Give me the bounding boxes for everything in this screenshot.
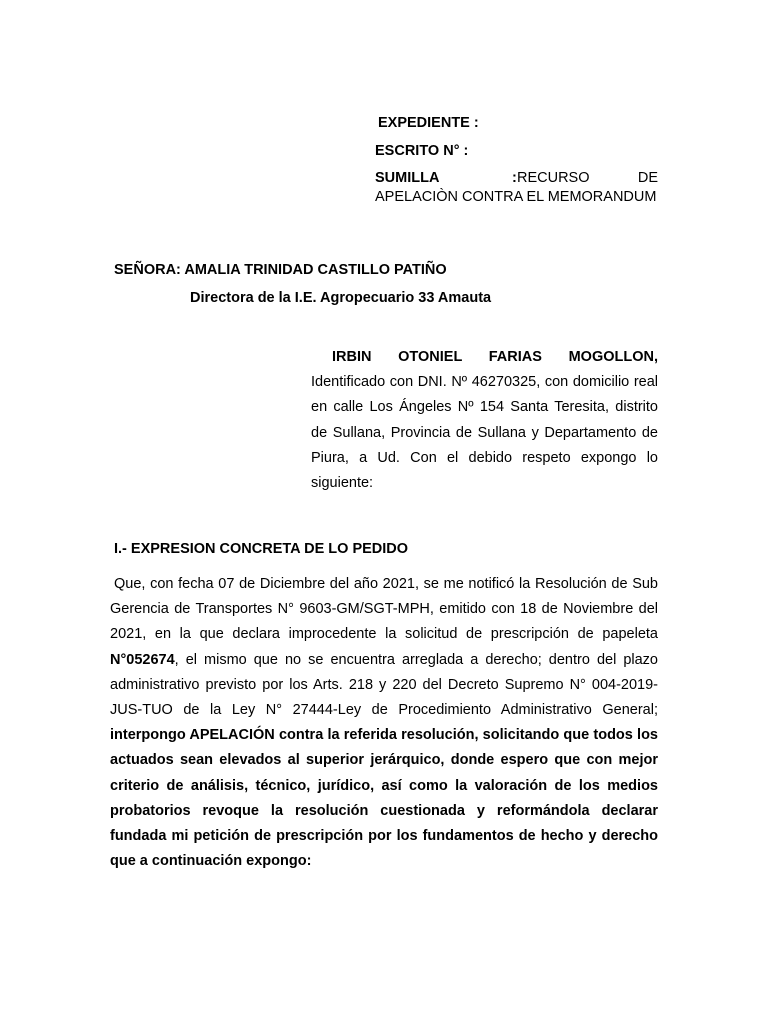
- section-title: I.- EXPRESION CONCRETA DE LO PEDIDO: [114, 541, 409, 557]
- escrito-label: ESCRITO N° :: [375, 143, 469, 159]
- sumilla-label: SUMILLA: [375, 170, 440, 186]
- identification-block: [311, 345, 658, 496]
- petition-paragraph: [110, 572, 658, 874]
- identification-text: Identificado con DNI. Nº 46270325, con domicilio real en calle Los Ángeles Nº 154 Santa Teresita, distrito de Sullana, Provincia de Sullana y Departamento de Piura, a Ud. Con el debido respeto expongo lo siguiente:: [311, 374, 658, 492]
- expediente-label: EXPEDIENTE :: [378, 115, 479, 131]
- sumilla-colon: :: [512, 170, 517, 186]
- papeleta-number: N°052674: [110, 651, 175, 668]
- appeal-request: interpongo APELACIÓN contra la referida resolución, solicitando que todos los actuados sean elevados al superior jerárquico, donde espero que con mejor criterio de análisis, técnico, jurídico, así como la valoración de los medios probatorios revoque la resolución cuestionada y reformándola declarar fundada mi petición de prescripción por los fundamentos de hecho y derecho que a continuación expongo:: [110, 727, 658, 870]
- addressee-position: Directora de la I.E. Agropecuario 33 Amauta: [190, 290, 492, 306]
- addressee-name: SEÑORA: AMALIA TRINIDAD CASTILLO PATIÑO: [114, 262, 447, 278]
- paragraph-text-2: , el mismo que no se encuentra arreglada a derecho; dentro del plazo administrativo previsto por los Arts. 218 y 220 del Decreto Supremo N° 004-2019-JUS-TUO de la Ley N° 27444-Ley de Procedimiento Administrativo General;: [110, 651, 658, 719]
- paragraph-text-1: Que, con fecha 07 de Diciembre del año 2021, se me notificó la Resolución de Sub Gerencia de Transportes N° 9603-GM/SGT-MPH, emitido con 18 de Noviembre del 2021, en la que declara improcedente la solicitud de prescripción de papeleta: [110, 576, 658, 643]
- sumilla-text: RECURSO DE APELACIÒN CONTRA EL MEMORANDUM: [375, 170, 658, 205]
- petitioner-name: IRBIN OTONIEL FARIAS MOGOLLON,: [332, 349, 658, 365]
